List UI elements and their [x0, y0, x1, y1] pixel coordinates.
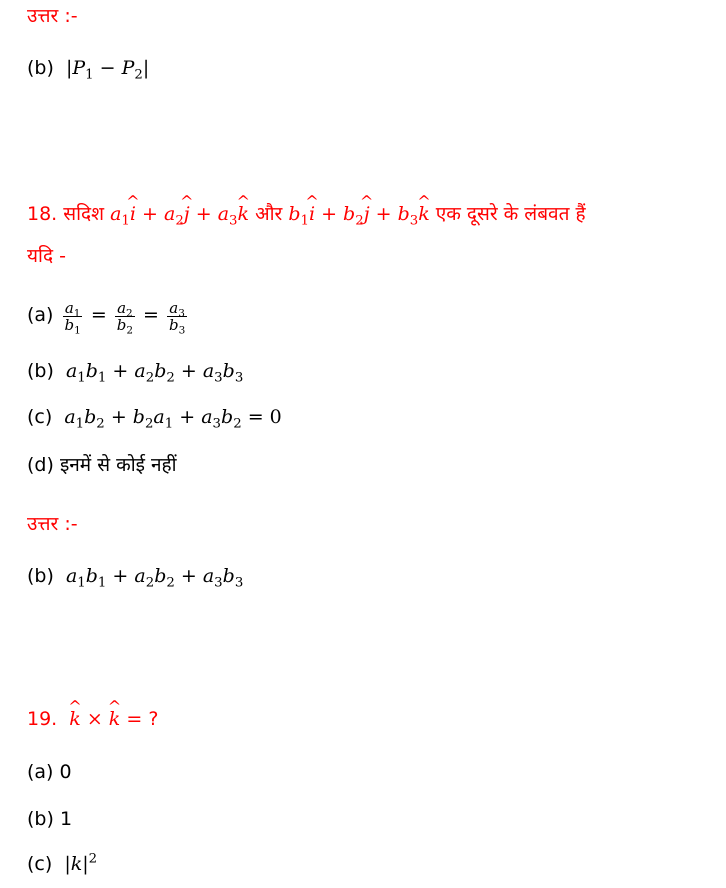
option-prefix: (c) [27, 406, 53, 428]
option-b [27, 805, 72, 833]
vector-b-expression: $b_1\^{}$ $i + b_2\^{}$ $j + b_3\^{}$ k [288, 203, 429, 225]
math-expression: $a_1b_2 + b_2a_1 + a_3b_2 = 0$ [64, 406, 282, 432]
option-a [27, 298, 190, 337]
option-c [27, 850, 97, 878]
question-connector: और [255, 203, 283, 225]
question-tail: = ? [126, 708, 159, 730]
question-number: 18. [27, 203, 58, 225]
option-text: 0 [59, 761, 72, 783]
question-lead: सदिश [63, 203, 105, 225]
question-tail: एक दूसरे के लंबवत हैं [435, 203, 586, 225]
fraction-equality: $\frac{a_1}{b_1}$ = $\frac{a_2}{b_2}$ = $\frac{a_3}{b_3}$ [64, 298, 186, 337]
option-prefix: (b) [27, 565, 54, 587]
option-prefix: (c) [27, 853, 53, 875]
option-text: इनमें से कोई नहीं [59, 454, 177, 476]
option-text: 1 [59, 808, 73, 830]
question-18-line2: यदि - [27, 245, 66, 267]
option-b [27, 357, 243, 385]
answer-option-18 [27, 562, 243, 590]
answer-label-18: उत्तर :- [27, 513, 78, 535]
option-prefix: (a) [27, 761, 54, 783]
cross-product-expression: ^ k × ^ k [69, 708, 120, 730]
option-prefix: (b) [27, 360, 54, 382]
answer-option-1 [27, 54, 149, 82]
answer-label-1: उत्तर :- [27, 5, 78, 27]
option-c [27, 403, 282, 431]
question-19 [27, 705, 158, 733]
question-18 [27, 200, 586, 228]
vector-a-expression: $a_1\^{}$ $i + a_2\^{}$ $j + a_3\^{}$ k [110, 203, 249, 225]
option-prefix: (b) [27, 57, 54, 79]
option-d [27, 451, 177, 479]
math-expression: $a_1b_1 + a_2b_2 + a_3b_3$ [65, 565, 244, 591]
math-expression: $|k|^2$ [64, 851, 98, 875]
math-expression: $|P_1 - P_2|$ [65, 57, 150, 83]
option-prefix: (d) [27, 454, 54, 476]
math-expression: $a_1b_1 + a_2b_2 + a_3b_3$ [65, 360, 244, 386]
option-prefix: (a) [27, 304, 54, 326]
question-number: 19. [27, 708, 58, 730]
option-a [27, 758, 72, 786]
option-prefix: (b) [27, 808, 54, 830]
